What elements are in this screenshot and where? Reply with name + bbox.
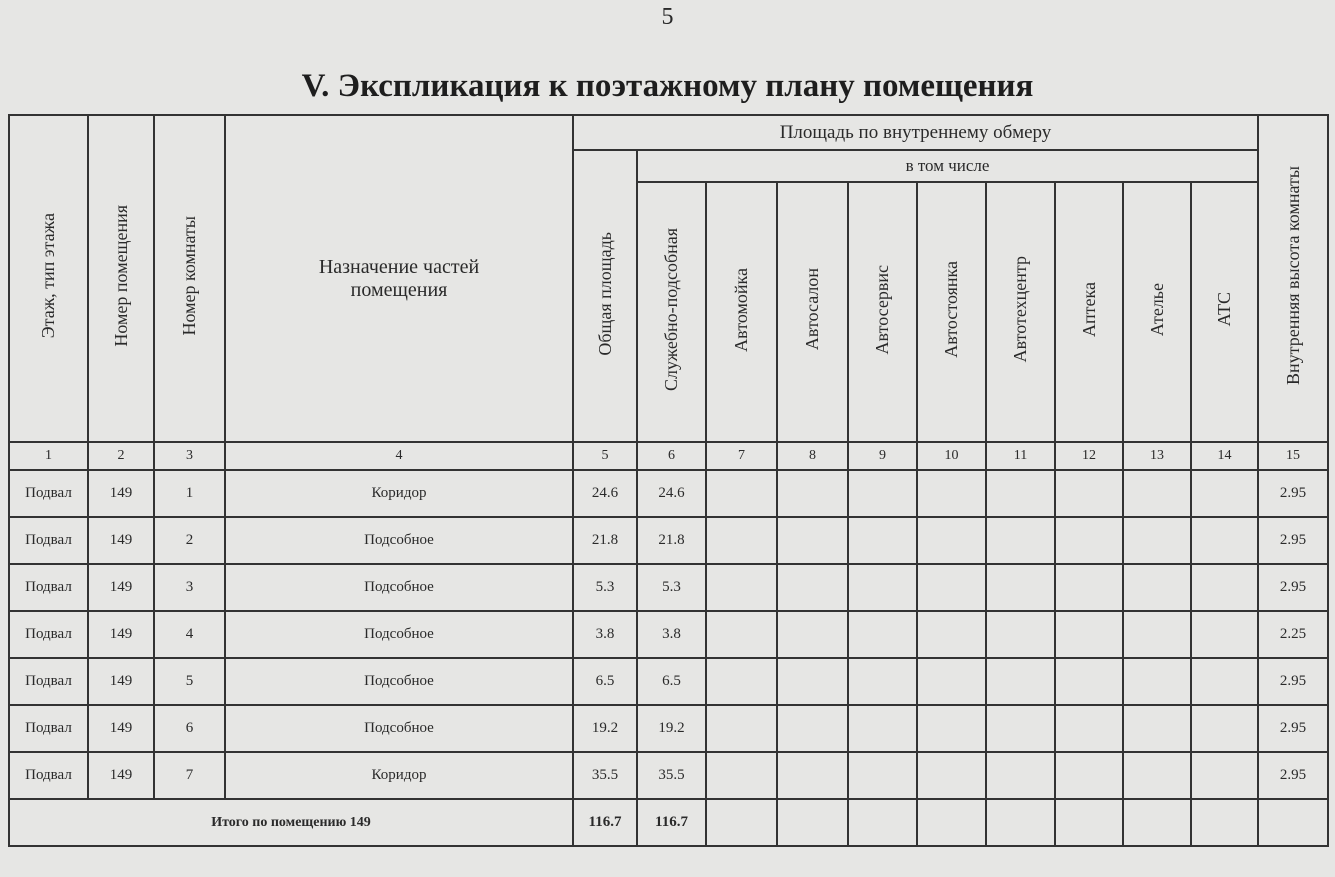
column-number: 11	[986, 442, 1055, 470]
cell-premises: 149	[88, 752, 154, 799]
cell-empty	[1123, 705, 1191, 752]
cell-empty	[1123, 470, 1191, 517]
table-row	[9, 517, 1328, 564]
cell-empty	[848, 752, 917, 799]
cell-empty	[848, 611, 917, 658]
cell-empty	[986, 658, 1055, 705]
cell-empty	[706, 705, 777, 752]
cell-service: 3.8	[637, 611, 706, 658]
cell-empty	[986, 470, 1055, 517]
cell-service: 19.2	[637, 705, 706, 752]
cell-purpose: Коридор	[225, 470, 573, 517]
column-number: 4	[225, 442, 573, 470]
header-floor: Этаж, тип этажа	[9, 115, 88, 442]
column-number: 3	[154, 442, 225, 470]
cell-room: 5	[154, 658, 225, 705]
cell-empty	[1123, 564, 1191, 611]
cell-empty	[1123, 611, 1191, 658]
cell-room: 3	[154, 564, 225, 611]
header-sub-4: Автостоянка	[917, 182, 986, 442]
cell-empty	[777, 658, 848, 705]
table-row	[9, 611, 1328, 658]
cell-empty	[917, 564, 986, 611]
cell-empty	[848, 658, 917, 705]
page-title: V. Экспликация к поэтажному плану помещения	[301, 68, 1034, 104]
cell-premises: 149	[88, 470, 154, 517]
header-room-no: Номер комнаты	[154, 115, 225, 442]
table-row	[9, 705, 1328, 752]
cell-empty	[777, 517, 848, 564]
cell-empty	[917, 517, 986, 564]
cell-empty	[986, 799, 1055, 846]
column-number: 5	[573, 442, 637, 470]
header-including: в том числе	[637, 150, 1258, 182]
cell-empty	[706, 658, 777, 705]
cell-service: 6.5	[637, 658, 706, 705]
cell-service: 5.3	[637, 564, 706, 611]
cell-purpose: Подсобное	[225, 564, 573, 611]
cell-room: 2	[154, 517, 225, 564]
cell-empty	[706, 470, 777, 517]
cell-empty	[917, 799, 986, 846]
cell-room: 7	[154, 752, 225, 799]
cell-height: 2.95	[1258, 705, 1328, 752]
cell-room: 1	[154, 470, 225, 517]
cell-empty	[917, 705, 986, 752]
cell-empty	[848, 799, 917, 846]
table-row	[9, 658, 1328, 705]
cell-empty	[777, 611, 848, 658]
cell-height: 2.95	[1258, 564, 1328, 611]
cell-empty	[1055, 658, 1123, 705]
column-number: 1	[9, 442, 88, 470]
cell-empty	[706, 611, 777, 658]
cell-empty	[1191, 752, 1258, 799]
cell-height: 2.95	[1258, 752, 1328, 799]
cell-floor: Подвал	[9, 611, 88, 658]
cell-empty	[1055, 611, 1123, 658]
total-row	[9, 799, 1328, 846]
cell-height: 2.95	[1258, 470, 1328, 517]
cell-empty	[848, 517, 917, 564]
cell-floor: Подвал	[9, 470, 88, 517]
cell-premises: 149	[88, 611, 154, 658]
cell-total: 5.3	[573, 564, 637, 611]
cell-service: 35.5	[637, 752, 706, 799]
cell-empty	[777, 470, 848, 517]
header-sub-8: АТС	[1191, 182, 1258, 442]
cell-total: 21.8	[573, 517, 637, 564]
cell-room: 4	[154, 611, 225, 658]
cell-empty	[1191, 799, 1258, 846]
total-label: Итого по помещению 149	[9, 799, 573, 846]
cell-empty	[848, 564, 917, 611]
cell-empty	[1123, 799, 1191, 846]
cell-empty	[1055, 752, 1123, 799]
cell-premises: 149	[88, 705, 154, 752]
cell-floor: Подвал	[9, 658, 88, 705]
cell-purpose: Подсобное	[225, 611, 573, 658]
cell-empty	[706, 799, 777, 846]
cell-empty	[777, 705, 848, 752]
column-number: 10	[917, 442, 986, 470]
table-row	[9, 564, 1328, 611]
table-row	[9, 470, 1328, 517]
total-total: 116.7	[573, 799, 637, 846]
cell-premises: 149	[88, 658, 154, 705]
table-row	[9, 752, 1328, 799]
cell-empty	[777, 799, 848, 846]
header-purpose: Назначение частей помещения	[225, 115, 573, 442]
cell-empty	[917, 752, 986, 799]
header-sub-3: Автосервис	[848, 182, 917, 442]
cell-height: 2.95	[1258, 517, 1328, 564]
cell-empty	[1191, 470, 1258, 517]
cell-empty	[986, 564, 1055, 611]
cell-empty	[917, 658, 986, 705]
cell-height: 2.25	[1258, 611, 1328, 658]
cell-total: 24.6	[573, 470, 637, 517]
cell-empty	[848, 470, 917, 517]
cell-purpose: Коридор	[225, 752, 573, 799]
column-number: 9	[848, 442, 917, 470]
cell-empty	[986, 705, 1055, 752]
cell-floor: Подвал	[9, 564, 88, 611]
cell-total: 35.5	[573, 752, 637, 799]
cell-empty	[986, 517, 1055, 564]
header-area-group: Площадь по внутреннему обмеру	[573, 115, 1258, 150]
total-service: 116.7	[637, 799, 706, 846]
cell-total: 19.2	[573, 705, 637, 752]
cell-total: 6.5	[573, 658, 637, 705]
column-number: 12	[1055, 442, 1123, 470]
cell-empty	[1055, 799, 1123, 846]
cell-empty	[1123, 752, 1191, 799]
cell-empty	[706, 752, 777, 799]
cell-empty	[1191, 705, 1258, 752]
cell-empty	[706, 517, 777, 564]
cell-empty	[777, 564, 848, 611]
cell-empty	[1055, 470, 1123, 517]
cell-empty	[777, 752, 848, 799]
header-sub-6: Аптека	[1055, 182, 1123, 442]
page-number: 5	[661, 4, 674, 30]
cell-empty	[1191, 658, 1258, 705]
column-number: 6	[637, 442, 706, 470]
cell-empty	[1123, 517, 1191, 564]
cell-empty	[1191, 564, 1258, 611]
cell-empty	[1191, 517, 1258, 564]
header-sub-2: Автосалон	[777, 182, 848, 442]
explication-table	[8, 114, 1329, 847]
cell-purpose: Подсобное	[225, 705, 573, 752]
cell-service: 21.8	[637, 517, 706, 564]
cell-purpose: Подсобное	[225, 658, 573, 705]
cell-empty	[986, 752, 1055, 799]
cell-height: 2.95	[1258, 658, 1328, 705]
cell-empty	[917, 470, 986, 517]
column-number: 7	[706, 442, 777, 470]
header-sub-7: Ателье	[1123, 182, 1191, 442]
cell-empty	[1055, 705, 1123, 752]
cell-premises: 149	[88, 564, 154, 611]
header-sub-5: Автотехцентр	[986, 182, 1055, 442]
cell-empty	[1191, 611, 1258, 658]
cell-empty	[1055, 564, 1123, 611]
column-number: 8	[777, 442, 848, 470]
cell-empty	[1055, 517, 1123, 564]
header-premises-no: Номер помещения	[88, 115, 154, 442]
cell-premises: 149	[88, 517, 154, 564]
cell-floor: Подвал	[9, 752, 88, 799]
cell-empty	[706, 564, 777, 611]
column-number: 13	[1123, 442, 1191, 470]
column-number: 14	[1191, 442, 1258, 470]
cell-empty	[1258, 799, 1328, 846]
column-number: 2	[88, 442, 154, 470]
column-number: 15	[1258, 442, 1328, 470]
cell-service: 24.6	[637, 470, 706, 517]
cell-empty	[1123, 658, 1191, 705]
cell-floor: Подвал	[9, 705, 88, 752]
cell-room: 6	[154, 705, 225, 752]
cell-empty	[986, 611, 1055, 658]
header-total-area: Общая площадь	[573, 150, 637, 442]
cell-total: 3.8	[573, 611, 637, 658]
cell-purpose: Подсобное	[225, 517, 573, 564]
cell-empty	[848, 705, 917, 752]
cell-floor: Подвал	[9, 517, 88, 564]
header-height: Внутренняя высота комнаты	[1258, 115, 1328, 442]
cell-empty	[917, 611, 986, 658]
header-sub-0: Служебно-подсобная	[637, 182, 706, 442]
header-sub-1: Автомойка	[706, 182, 777, 442]
